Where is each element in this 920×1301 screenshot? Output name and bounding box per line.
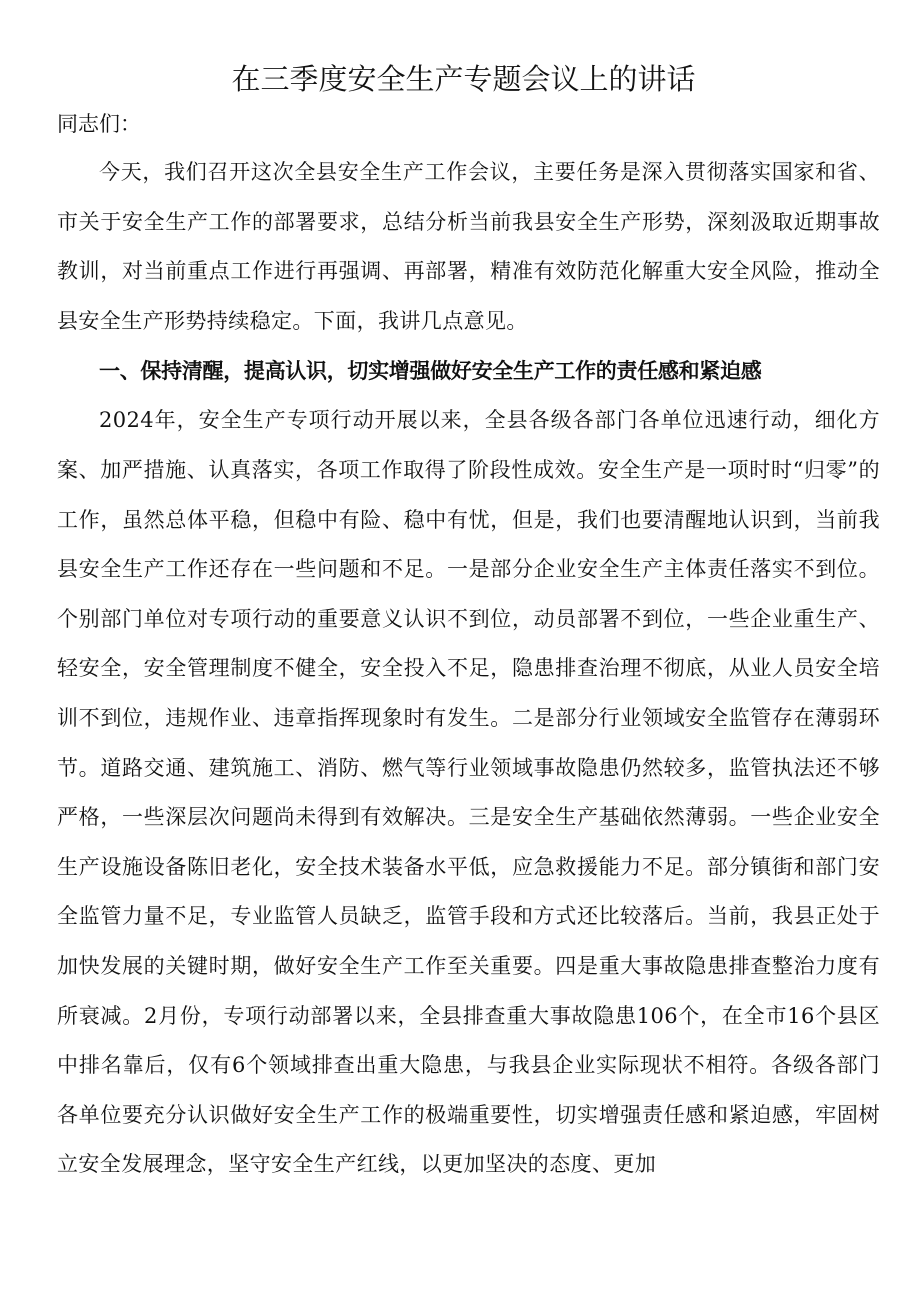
document-title: 在三季度安全生产专题会议上的讲话 [231,62,696,96]
salutation: 同志们： [57,112,141,136]
intro-paragraph: 今天，我们召开这次全县安全生产工作会议，主要任务是深入贯彻落实国家和省、市关于安全生产工作的部署要求，总结分析当前我县安全生产形势，深刻汲取近期事故教训，对当前重点工作进行再强调、再部署，精准有效防范化解重大安全风险，推动全县安全生产形势持续稳定。下面，我讲几点意见。 [57,160,880,333]
section-heading-1: 一、保持清醒，提高认识，切实增强做好安全生产工作的责任感和紧迫感 [99,359,762,384]
section-1-paragraph: 2024年，安全生产专项行动开展以来，全县各级各部门各单位迅速行动，细化方案、加严措施、认真落实，各项工作取得了阶段性成效。安全生产是一项时时“归零”的工作，虽然总体平稳，但稳中有险、稳中有忧，但是，我们也要清醒地认识到，当前我县安全生产工作还存在一些问题和不足。一是部分企业安全生产主体责任落实不到位。个别部门单位对专项行动的重要意义认识不到位，动员部署不到位，一些企业重生产、轻安全，安全管理制度不健全，安全投入不足，隐患排查治理不彻底，从业人员安全培训不到位，违规作业、违章指挥现象时有发生。二是部分行业领域安全监管存在薄弱环节。道路交通、建筑施工、消防、燃气等行业领域事故隐患仍然较多，监管执法还不够严格，一些深层次问题尚未得到有效解决。三是安全生产基础依然薄弱。一些企业安全生产设施设备陈旧老化，安全技术装备水平低，应急救援能力不足。部分镇街和部门安全监管力量不足，专业监管人员缺乏，监管手段和方式还比较落后。当前，我县正处于加快发展的关键时期，做好安全生产工作至关重要。四是重大事故隐患排查整治力度有所衰减。2月份，专项行动部署以来，全县排查重大事故隐患106个，在全市16个县区中排名靠后，仅有6个领域排查出重大隐患，与我县企业实际现状不相符。各级各部门各单位要充分认识做好安全生产工作的极端重要性，切实增强责任感和紧迫感，牢固树立安全发展理念，坚守安全生产红线，以更加坚决的态度、更加 [57,408,880,1177]
